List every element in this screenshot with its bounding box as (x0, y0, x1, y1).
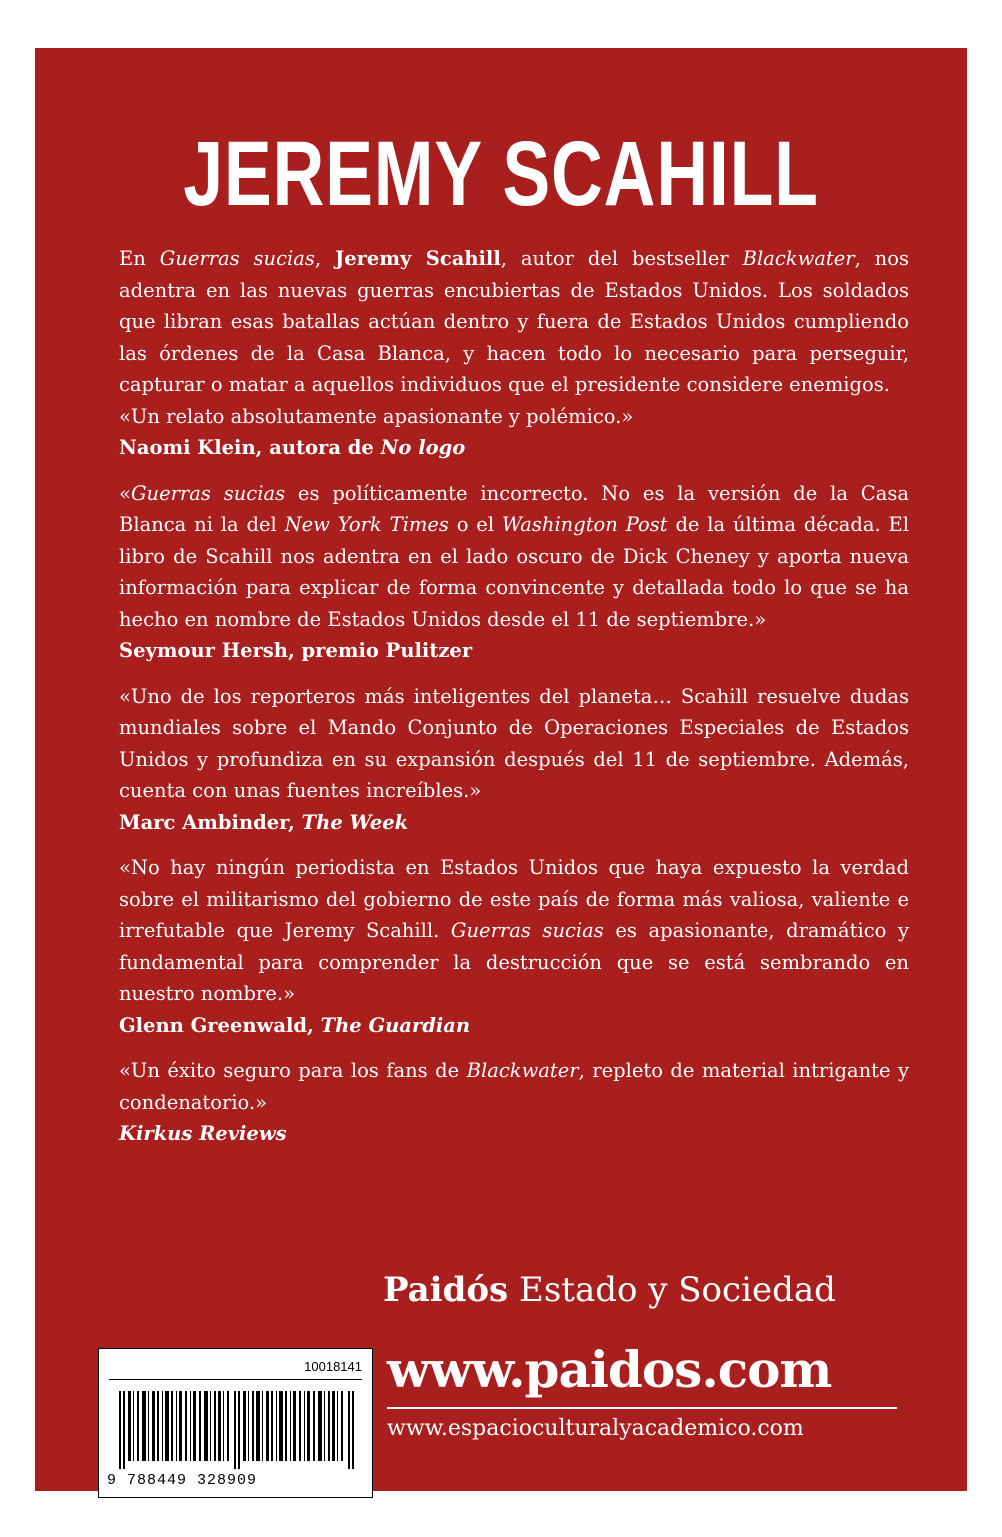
synopsis: En Guerras sucias, Jeremy Scahill, autor del bestseller Blackwater, nos adentra en las nuevas guerras encubiertas de Estados Unidos. Los soldados que libran esas batallas actúan dentro y fuera de Estados Unidos cumpliendo las órdenes de la Casa Blanca, y hacen todo lo necesario para perseguir, capturar o matar a aquellos individuos que el presidente considere enemigos. (119, 247, 909, 396)
url-divider (387, 1407, 897, 1409)
cover-text (119, 243, 909, 1164)
barcode-icon (119, 1391, 359, 1469)
quote-text: «Guerras sucias es políticamente incorrecto. No es la versión de la Casa Blanca ni la del New York Times o el Washington Post de la última década. El libro de Scahill nos adentra en el lado oscuro de Dick Cheney y aporta nueva información para explicar de forma convincente y detallada todo lo que se ha hecho en nombre de Estados Unidos desde el 11 de septiembre.» (119, 481, 909, 631)
quote-text: «No hay ningún periodista en Estados Unidos que haya expuesto la verdad sobre el militarismo del gobierno de este país de forma más valiosa, valiente e irrefutable que Jeremy Scahill. Guerras sucias es apasionante, dramático y fundamental para comprender la destrucción que se está sembrando en nuestro nombre.» (119, 856, 909, 1005)
quote-text: «Uno de los reporteros más inteligentes del planeta… Scahill resuelve dudas mundiales sobre el Mando Conjunto de Operaciones Especiales de Estados Unidos y profundiza en su expansión después del 11 de septiembre. Además, cuenta con unas fuentes increíbles.» (119, 684, 909, 802)
quote-hersh (119, 478, 909, 667)
back-cover (35, 48, 967, 1491)
quote-text: «Un éxito seguro para los fans de Blackwater, repleto de material intrigante y condenatorio.» (119, 1059, 909, 1114)
quote-attribution: Marc Ambinder, The Week (119, 810, 409, 834)
publisher-collection: Paidós Estado y Sociedad (383, 1270, 836, 1310)
quote-kirkus (119, 1055, 909, 1150)
barcode-label (98, 1348, 373, 1498)
quote-attribution: Naomi Klein, autora de No logo (119, 436, 466, 459)
product-code: 10018141 (304, 1359, 362, 1374)
isbn-number: 9 788449 328909 (107, 1472, 258, 1489)
secondary-url[interactable]: www.espacioculturalyacademico.com (387, 1416, 804, 1441)
quote-klein (119, 401, 909, 464)
publisher-url[interactable]: www.paidos.com (387, 1340, 832, 1399)
quote-attribution: Seymour Hersh, premio Pulitzer (119, 639, 473, 662)
quote-ambinder (119, 681, 909, 839)
author-name: JEREMY SCAHILL (183, 123, 819, 225)
quote-attribution: Kirkus Reviews (119, 1122, 287, 1145)
quote-text: «Un relato absolutamente apasionante y polémico.» (119, 404, 634, 428)
quote-attribution: Glenn Greenwald, The Guardian (119, 1013, 471, 1037)
barcode-divider (109, 1379, 362, 1380)
quote-greenwald (119, 852, 909, 1041)
